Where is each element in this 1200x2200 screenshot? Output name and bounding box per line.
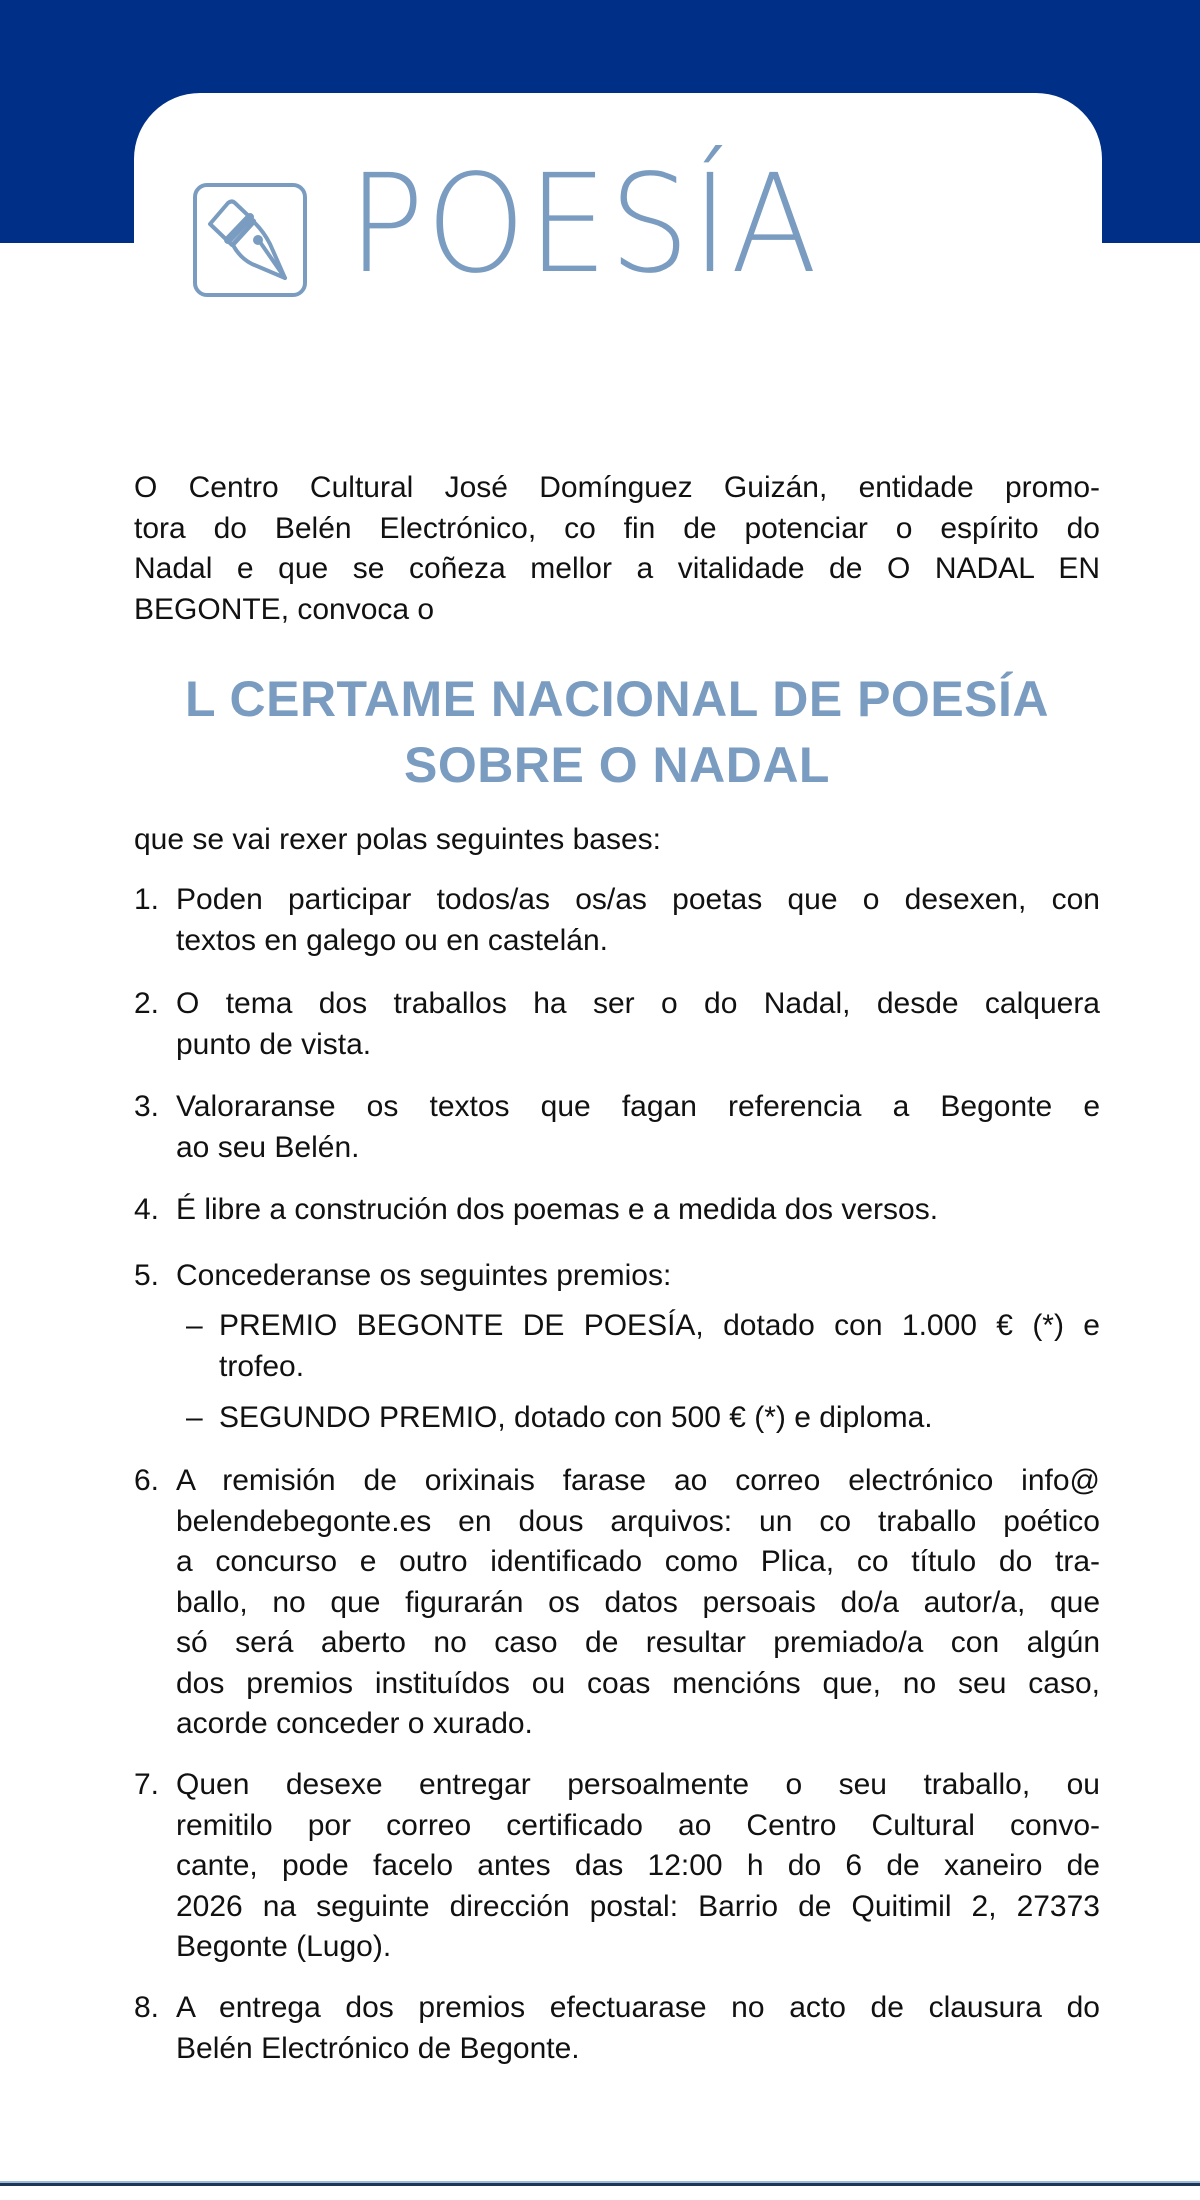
item-line: A entrega dos premios efectuarase no acto de clausura do — [176, 1991, 1100, 2024]
item-line: Valoraranse os textos que fagan referencia a Begonte e — [176, 1090, 1100, 1123]
item-line: O tema dos traballos ha ser o do Nadal, desde calquera — [176, 987, 1100, 1020]
bases-lead — [134, 820, 1100, 861]
certame-heading-line: SOBRE O NADAL — [404, 737, 830, 793]
item-number: 7. — [134, 1768, 160, 1801]
item-line: dos premios instituídos ou coas mencións que, no seu caso, — [176, 1666, 1100, 1700]
fountain-pen-icon — [192, 182, 308, 298]
item-line: Begonte (Lugo). — [176, 1930, 392, 1963]
bases-lead-text: que se vai rexer polas seguintes bases: — [134, 823, 661, 856]
item-number: 4. — [134, 1193, 160, 1226]
item-line: Quen desexe entregar persoalmente o seu traballo, ou — [176, 1768, 1100, 1801]
certame-heading-line: L CERTAME NACIONAL DE POESÍA — [184, 671, 1050, 727]
item-number: 3. — [134, 1090, 160, 1123]
item-line: Belén Electrónico de Begonte. — [176, 2031, 580, 2065]
item-line: ao seu Belén. — [176, 1130, 360, 1164]
intro-line: O Centro Cultural José Domínguez Guizán, entidade promo- — [134, 471, 1100, 504]
prize-line: SEGUNDO PREMIO, dotado con 500 € (*) e diploma. — [219, 1401, 933, 1434]
item-line: só será aberto no caso de resultar premiado/a con algún — [176, 1626, 1100, 1659]
footer-rule — [0, 2183, 1200, 2186]
prize-dash: – — [186, 1309, 203, 1342]
prize-line: trofeo. — [219, 1349, 305, 1383]
item-number: 5. — [134, 1259, 160, 1292]
item-line: A remisión de orixinais farase ao correo electrónico info@ — [176, 1464, 1100, 1497]
intro-line: Nadal e que se coñeza mellor a vitalidade de O NADAL EN — [134, 552, 1100, 585]
item-number: 6. — [134, 1464, 160, 1497]
item-line: belendebegonte.es en dous arquivos: un co traballo poético — [176, 1504, 1100, 1538]
item-number: 1. — [134, 883, 160, 916]
item-line: É libre a construción dos poemas e a medida dos versos. — [176, 1193, 939, 1226]
prize-dash: – — [186, 1401, 203, 1434]
intro-paragraph — [134, 468, 1100, 630]
item-line: ballo, no que figurarán os datos persoais do/a autor/a, que — [176, 1585, 1100, 1619]
item-line: 2026 na seguinte dirección postal: Barrio de Quitimil 2, 27373 — [176, 1889, 1100, 1923]
item-line: a concurso e outro identificado como Plica, co título do tra- — [176, 1545, 1100, 1578]
page-title: POESÍA — [348, 146, 820, 304]
item-line: Poden participar todos/as os/as poetas que o desexen, con — [176, 883, 1100, 916]
item-line: remitilo por correo certificado ao Centro Cultural convo- — [176, 1808, 1100, 1842]
prize-line: PREMIO BEGONTE DE POESÍA, dotado con 1.000 € (*) e — [219, 1309, 1100, 1342]
item-number: 8. — [134, 1991, 160, 2024]
intro-line: tora do Belén Electrónico, co fin de potenciar o espírito do — [134, 511, 1100, 545]
intro-line: BEGONTE, convoca o — [134, 592, 435, 626]
item-line: cante, pode facelo antes das 12:00 h do 6 de xaneiro de — [176, 1849, 1100, 1882]
item-line: punto de vista. — [176, 1027, 372, 1061]
item-line: textos en galego ou en castelán. — [176, 923, 608, 957]
item-number: 2. — [134, 987, 160, 1020]
certame-heading — [134, 666, 1100, 798]
item-line: Concederanse os seguintes premios: — [176, 1259, 672, 1292]
item-line: acorde conceder o xurado. — [176, 1707, 533, 1740]
